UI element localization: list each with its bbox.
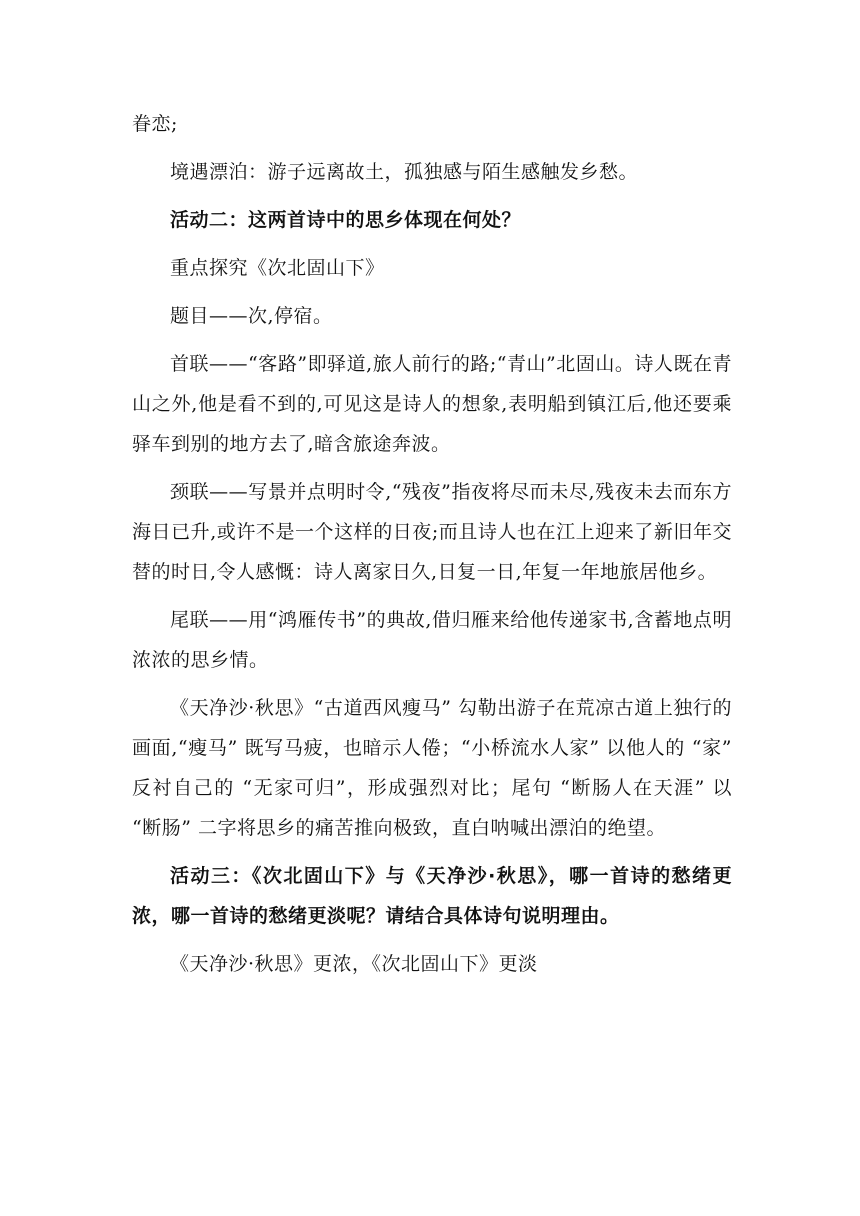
paragraph-autumn-thoughts: 《天净沙·秋思》“古道西风瘦马” 勾勒出游子在荒凉古道上独行的画面,“瘦马” 既写马疲，也暗示人倦；“小桥流水人家” 以他人的 “家” 反衬自己的 “无家可归”，形成强烈对比；尾句 “断肠人在天涯” 以 “断肠” 二字将思乡的痛苦推向极致，直白呐喊出漂泊的绝望。 <box>132 697 732 839</box>
activity-two-heading: 活动二：这两首诗中的思乡体现在何处？ <box>170 209 522 231</box>
paragraph-situation: 境遇漂泊：游子远离故土，孤独感与陌生感触发乡愁。 <box>170 161 639 183</box>
paragraph-continuation: 眷恋; <box>132 113 178 135</box>
document-body <box>132 104 732 992</box>
activity-three-heading: 活动三：《次北固山下》与《天净沙·秋思》，哪一首诗的愁绪更浓，哪一首诗的愁绪更淡呢？请结合具体诗句说明理由。 <box>132 865 732 927</box>
paragraph-title-note: 题目——次,停宿。 <box>170 305 333 327</box>
paragraph-first-couplet: 首联——“客路”即驿道,旅人前行的路;“青山”北固山。诗人既在青山之外,他是看不到的,可见这是诗人的想象,表明船到镇江后,他还要乘驿车到别的地方去了,暗含旅途奔波。 <box>132 353 732 455</box>
paragraph-neck-couplet: 颈联——写景并点明时令,“残夜”指夜将尽而未尽,残夜未去而东方海日已升,或许不是一个这样的日夜;而且诗人也在江上迎来了新旧年交替的时日,令人感慨：诗人离家日久,日复一日,年复一年地旅居他乡。 <box>132 481 732 583</box>
paragraph-tail-couplet: 尾联——用“鸿雁传书”的典故,借归雁来给他传递家书,含蓄地点明浓浓的思乡情。 <box>132 609 732 671</box>
paragraph-focus: 重点探究《次北固山下》 <box>170 257 385 279</box>
paragraph-conclusion: 《天净沙·秋思》更浓，《次北固山下》更淡 <box>170 953 538 975</box>
